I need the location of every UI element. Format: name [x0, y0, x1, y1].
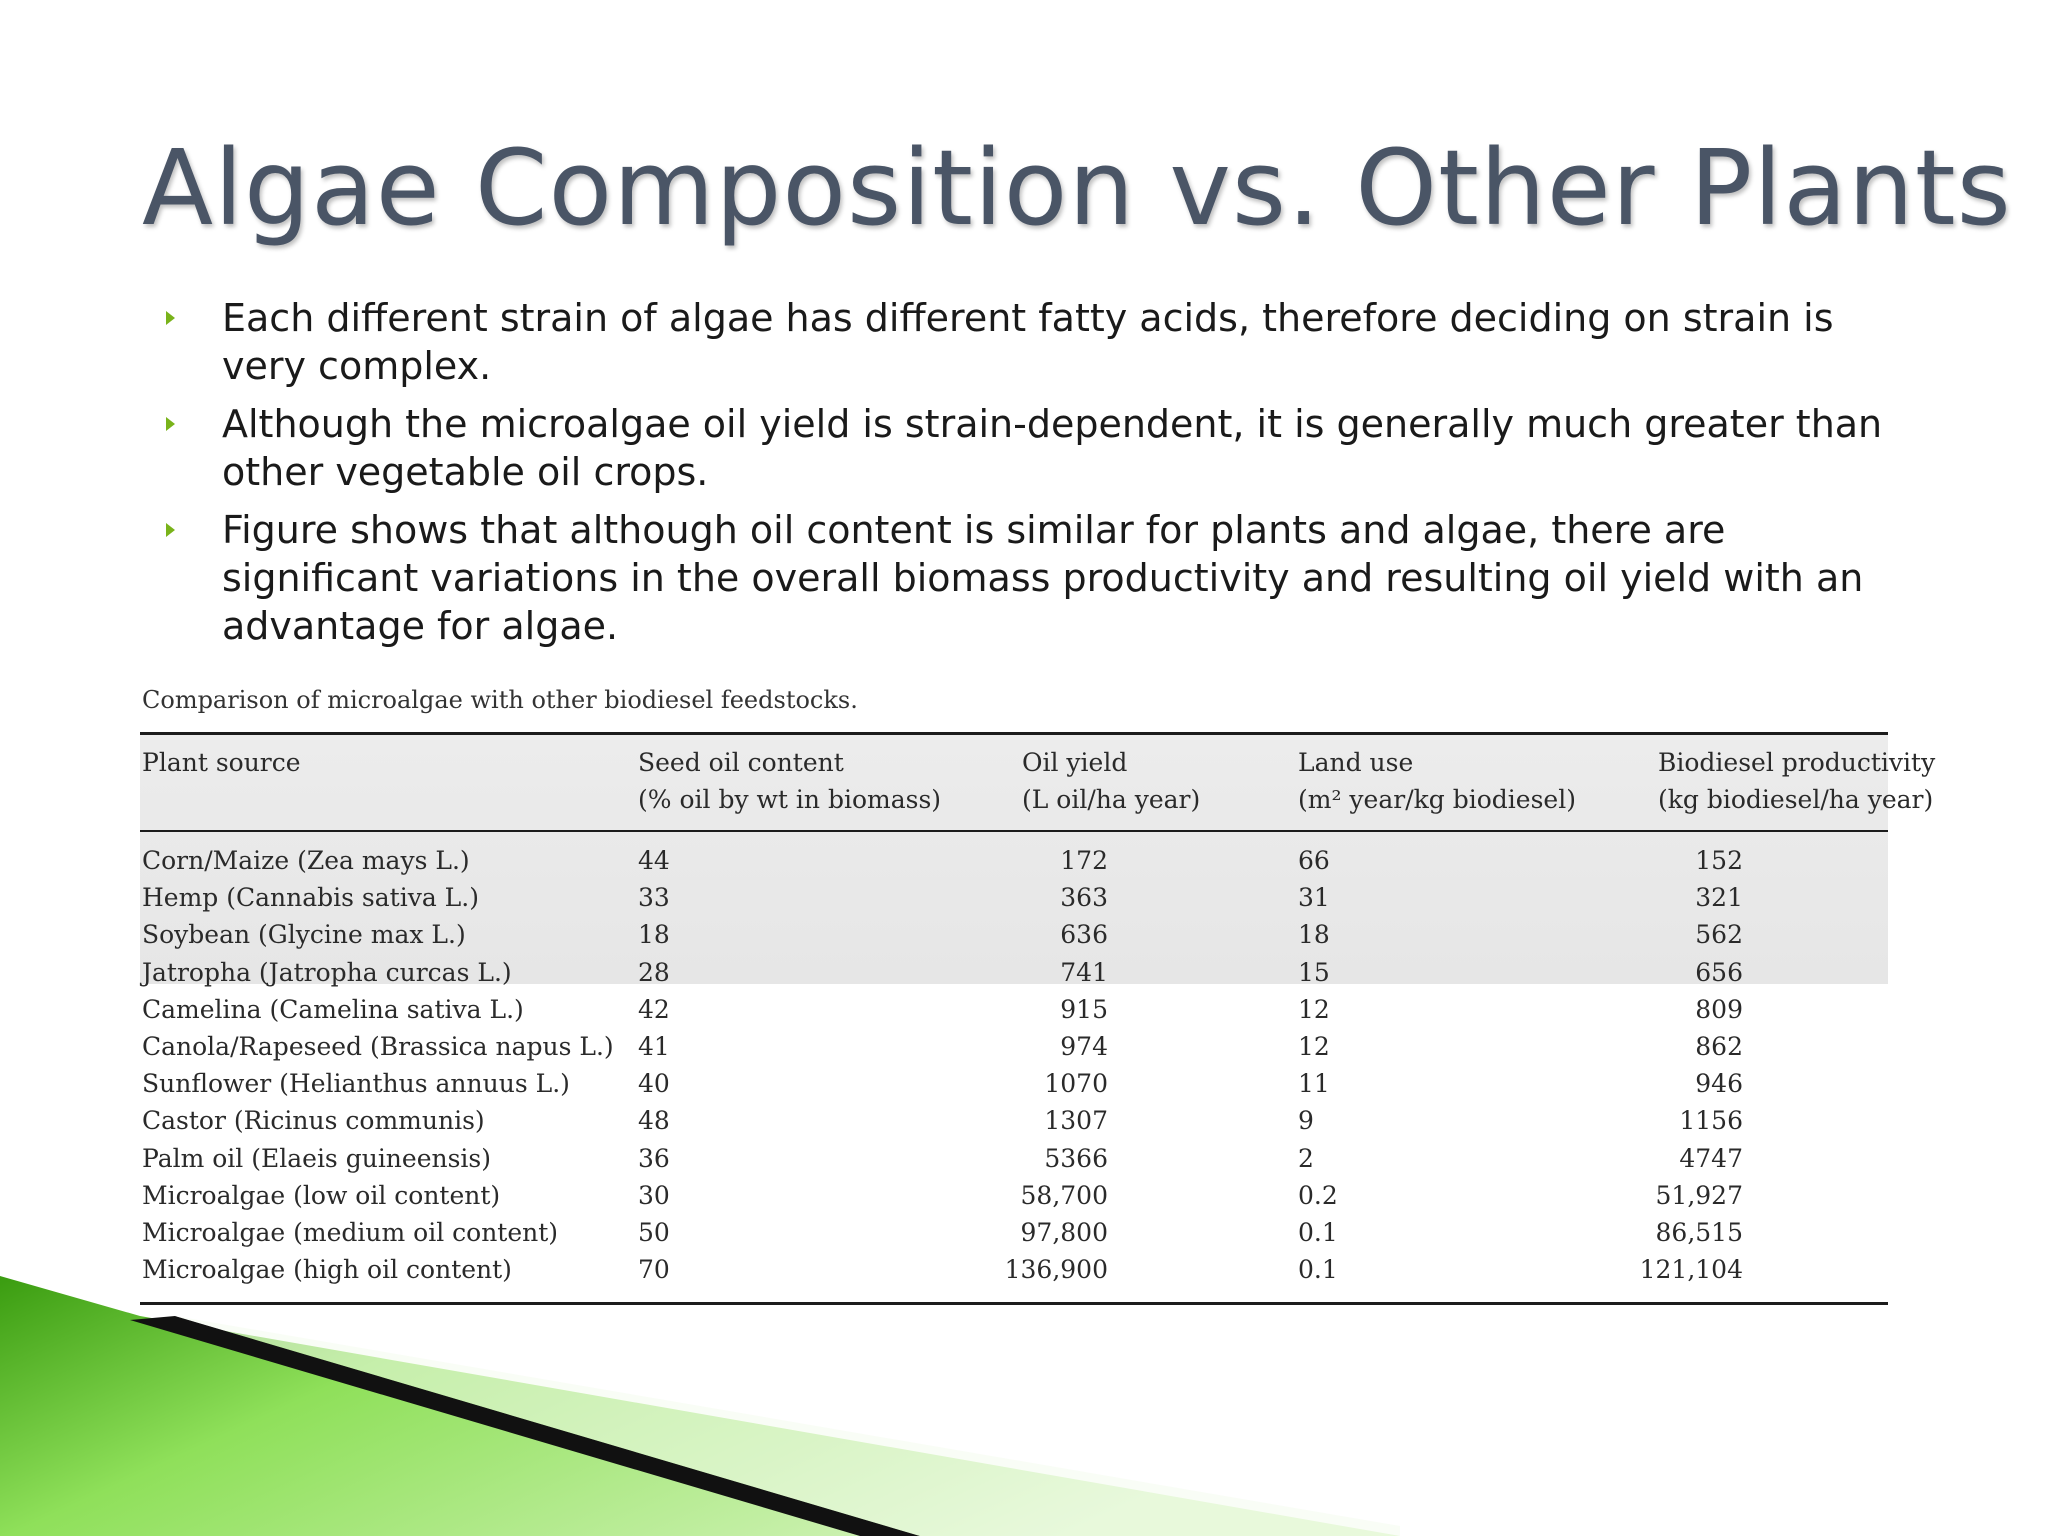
table-top-rule	[140, 732, 1888, 735]
oil-yield-cell: 5366	[1044, 1143, 1108, 1173]
biodiesel-productivity-cell: 809	[1695, 994, 1743, 1024]
seed-oil-cell: 44	[638, 846, 670, 875]
plant-source-cell: Camelina (Camelina sativa L.)	[142, 994, 524, 1024]
oil-yield-cell: 1307	[1044, 1106, 1108, 1136]
biodiesel-productivity-cell: 562	[1695, 920, 1743, 950]
table-row	[138, 1177, 1890, 1214]
seed-oil-cell: 48	[638, 1106, 670, 1136]
column-header-line1: Seed oil content	[638, 748, 844, 777]
land-use-cell: 15	[1298, 957, 1330, 987]
seed-oil-cell: 41	[638, 1032, 670, 1061]
oil-yield-cell: 58,700	[1020, 1180, 1108, 1210]
land-use-cell: 12	[1298, 1032, 1330, 1061]
column-header-line1: Oil yield	[1022, 748, 1128, 777]
oil-yield-cell: 363	[1060, 883, 1108, 913]
column-header-oil-yield	[1022, 744, 1200, 818]
biodiesel-productivity-cell: 4747	[1679, 1143, 1743, 1173]
bullet-text: Figure shows that although oil content is similar for plants and algae, there are significant variations in the overall biomass productivity and resulting oil yield with an advantage for algae.	[222, 508, 1864, 648]
table-row	[138, 1102, 1890, 1139]
table-row	[138, 1028, 1890, 1065]
triangle-bullet-icon	[166, 417, 175, 431]
biodiesel-productivity-cell: 656	[1695, 957, 1743, 987]
plant-source-cell: Microalgae (high oil content)	[142, 1255, 512, 1285]
biodiesel-productivity-cell: 121,104	[1639, 1255, 1743, 1285]
seed-oil-cell: 30	[638, 1180, 670, 1210]
oil-yield-cell: 1070	[1044, 1069, 1108, 1099]
column-header-line1: Land use	[1298, 748, 1414, 777]
biodiesel-productivity-cell: 321	[1695, 883, 1743, 913]
plant-source-cell: Palm oil (Elaeis guineensis)	[142, 1143, 492, 1173]
land-use-cell: 0.2	[1298, 1180, 1338, 1210]
plant-source-cell: Hemp (Cannabis sativa L.)	[142, 883, 479, 913]
land-use-cell: 66	[1298, 846, 1330, 875]
plant-source-cell: Castor (Ricinus communis)	[142, 1106, 485, 1136]
plant-source-cell: Corn/Maize (Zea mays L.)	[142, 846, 470, 875]
column-header-biodiesel-productivity	[1658, 744, 1935, 818]
seed-oil-cell: 42	[638, 994, 670, 1024]
biodiesel-productivity-cell: 152	[1695, 846, 1743, 875]
bullet-item	[160, 294, 1920, 390]
plant-source-cell: Microalgae (low oil content)	[142, 1180, 501, 1210]
column-header-line2: (% oil by wt in biomass)	[638, 785, 942, 814]
table-row	[138, 879, 1890, 916]
land-use-cell: 0.1	[1298, 1218, 1338, 1247]
land-use-cell: 0.1	[1298, 1255, 1338, 1285]
column-header-line2: (m² year/kg biodiesel)	[1298, 785, 1576, 814]
column-header-line2: (kg biodiesel/ha year)	[1658, 785, 1934, 814]
oil-yield-cell: 636	[1060, 920, 1108, 950]
table-row	[138, 1140, 1890, 1177]
oil-yield-cell: 741	[1060, 957, 1108, 987]
bullet-list	[160, 294, 1920, 660]
land-use-cell: 9	[1298, 1106, 1314, 1136]
table-row	[138, 842, 1890, 879]
biodiesel-productivity-cell: 86,515	[1655, 1218, 1743, 1247]
biodiesel-productivity-cell: 862	[1695, 1032, 1743, 1061]
table-row	[138, 916, 1890, 953]
oil-yield-cell: 136,900	[1004, 1255, 1108, 1285]
seed-oil-cell: 33	[638, 883, 670, 913]
seed-oil-cell: 40	[638, 1069, 670, 1099]
oil-yield-cell: 974	[1060, 1032, 1108, 1061]
column-header-line1: Plant source	[142, 748, 301, 777]
table-bottom-rule	[140, 1302, 1888, 1305]
column-header-land-use	[1298, 744, 1576, 818]
table-row	[138, 991, 1890, 1028]
table-row	[138, 954, 1890, 991]
table-row	[138, 1065, 1890, 1102]
column-header-plant-source	[142, 744, 301, 781]
seed-oil-cell: 70	[638, 1255, 670, 1285]
triangle-bullet-icon	[166, 311, 175, 325]
table-row	[138, 1251, 1890, 1288]
comparison-table	[138, 680, 1936, 1310]
plant-source-cell: Sunflower (Helianthus annuus L.)	[142, 1069, 570, 1099]
seed-oil-cell: 50	[638, 1218, 670, 1247]
plant-source-cell: Canola/Rapeseed (Brassica napus L.)	[142, 1032, 614, 1061]
corner-swoosh-decoration	[0, 1276, 1400, 1536]
column-header-line2: (L oil/ha year)	[1022, 785, 1201, 814]
table-header-rule	[140, 830, 1888, 832]
land-use-cell: 18	[1298, 920, 1330, 950]
plant-source-cell: Jatropha (Jatropha curcas L.)	[142, 957, 512, 987]
land-use-cell: 11	[1298, 1069, 1330, 1099]
oil-yield-cell: 915	[1060, 994, 1108, 1024]
oil-yield-cell: 172	[1060, 846, 1108, 875]
plant-source-cell: Microalgae (medium oil content)	[142, 1218, 559, 1247]
biodiesel-productivity-cell: 51,927	[1655, 1180, 1743, 1210]
slide-title: Algae Composition vs. Other Plants	[142, 127, 2012, 249]
bullet-item	[160, 400, 1920, 496]
oil-yield-cell: 97,800	[1020, 1218, 1108, 1247]
seed-oil-cell: 18	[638, 920, 670, 950]
table-row	[138, 1214, 1890, 1251]
table-caption: Comparison of microalgae with other biodiesel feedstocks.	[142, 686, 858, 714]
column-header-line1: Biodiesel productivity	[1658, 748, 1936, 777]
seed-oil-cell: 28	[638, 957, 670, 987]
biodiesel-productivity-cell: 946	[1695, 1069, 1743, 1099]
bullet-text: Each different strain of algae has different fatty acids, therefore deciding on strain is very complex.	[222, 296, 1834, 388]
triangle-bullet-icon	[166, 523, 175, 537]
biodiesel-productivity-cell: 1156	[1679, 1106, 1743, 1136]
land-use-cell: 2	[1298, 1143, 1314, 1173]
column-header-seed-oil	[638, 744, 941, 818]
plant-source-cell: Soybean (Glycine max L.)	[142, 920, 466, 950]
land-use-cell: 31	[1298, 883, 1330, 913]
bullet-item	[160, 506, 1920, 650]
land-use-cell: 12	[1298, 994, 1330, 1024]
bullet-text: Although the microalgae oil yield is strain-dependent, it is generally much greater than other vegetable oil crops.	[222, 402, 1883, 494]
seed-oil-cell: 36	[638, 1143, 670, 1173]
